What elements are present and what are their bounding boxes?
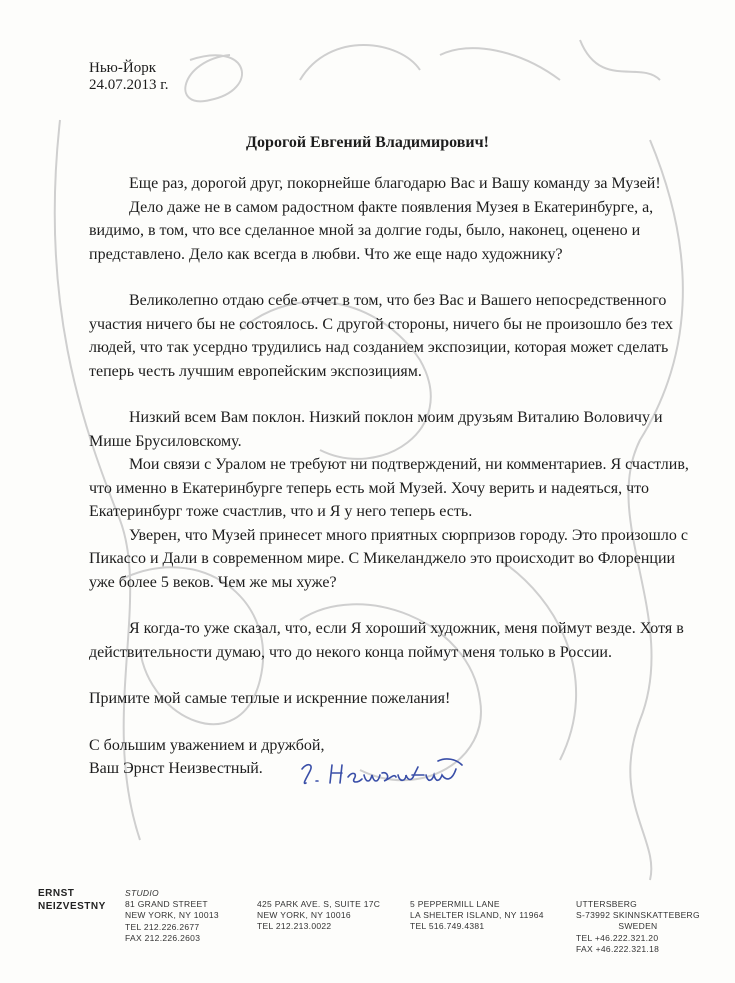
address-line: NEW YORK, NY 10016 (257, 910, 351, 921)
address-line: LA SHELTER ISLAND, NY 11964 (410, 910, 544, 921)
peppermill-address (410, 899, 544, 933)
address-line: 425 PARK AVE. S, SUITE 17C (257, 899, 381, 909)
country: SWEDEN (618, 921, 658, 932)
place: Нью-Йорк (89, 60, 156, 76)
phone: TEL 212.226.2677 (125, 921, 200, 932)
phone: TEL 212.213.0022 (257, 921, 332, 932)
salutation: Дорогой Евгений Владимирович! (246, 134, 489, 151)
paragraph: Мои связи с Уралом не требуют ни подтверждений, ни комментариев. Я счастлив, что именно в Екатеринбурге теперь есть мой Музей. Хочу верить и надеяться, что Екатеринбург тоже счастлив, что и Я у него теперь есть. (89, 456, 689, 520)
address-line: UTTERSBERG (576, 899, 638, 909)
paragraph: Примите мой самые теплые и искренние пожелания! (89, 690, 451, 707)
fax: FAX 212.226.2603 (125, 932, 201, 943)
paragraph: Я когда-то уже сказал, что, если Я хороший художник, меня поймут везде. Хотя в действительности думаю, что до некого конца поймут меня только в России. (89, 620, 684, 661)
brand-name-first: ERNST (38, 888, 75, 899)
uttersberg-address (576, 899, 700, 955)
date: 24.07.2013 г. (89, 77, 169, 93)
phone: TEL +46.222.321.20 (576, 932, 659, 943)
place-date-block (89, 60, 168, 94)
letter-body (89, 172, 699, 781)
park-address (257, 899, 380, 933)
studio-title: STUDIO (125, 888, 159, 898)
paragraph: Еще раз, дорогой друг, покорнейше благодарю Вас и Вашу команду за Музей! (129, 175, 661, 192)
address-line: S-73992 SKINNSKATTEBERG (576, 910, 700, 921)
letterhead-footer (0, 888, 735, 968)
address-line: NEW YORK, NY 10013 (125, 910, 219, 921)
paragraph: Дело даже не в самом радостном факте появления Музея в Екатеринбурге, а, видимо, в том, что все сделанное мной за долгие годы, было, наконец, оценено и представлено. Дело как всегда в любви. Что же еще надо художнику? (89, 198, 654, 263)
paragraph: Великолепно отдаю себе отчет в том, что без Вас и Вашего непосредственного участия ничего бы не состоялось. С другой стороны, ничего бы не произошло без тех людей, что так усердно трудились над созданием экспозиции, которая может сделать теперь честь лучшим европейским экспозициям. (89, 292, 673, 380)
fax: FAX +46.222.321.18 (576, 943, 660, 954)
address-line: 81 GRAND STREET (125, 899, 208, 910)
studio-address (125, 888, 219, 944)
handwritten-signature (296, 755, 476, 791)
signature-line: Ваш Эрнст Неизвестный. (89, 760, 263, 777)
closing: С большим уважением и дружбой, (89, 736, 325, 754)
brand-name-last: NEIZVESTNY (38, 900, 106, 912)
phone: TEL 516.749.4381 (410, 921, 485, 932)
address-line: 5 PEPPERMILL LANE (410, 899, 500, 909)
brand-block (38, 888, 106, 913)
paragraph: Низкий всем Вам поклон. Низкий поклон моим друзьям Виталию Воловичу и Мише Брусиловскому. (89, 409, 663, 450)
paragraph: Уверен, что Музей принесет много приятных сюрпризов городу. Это произошло с Пикассо и Дали в современном мире. С Микеланджело это происходит во Флоренции уже более 5 веков. Чем же мы хуже? (89, 526, 688, 591)
